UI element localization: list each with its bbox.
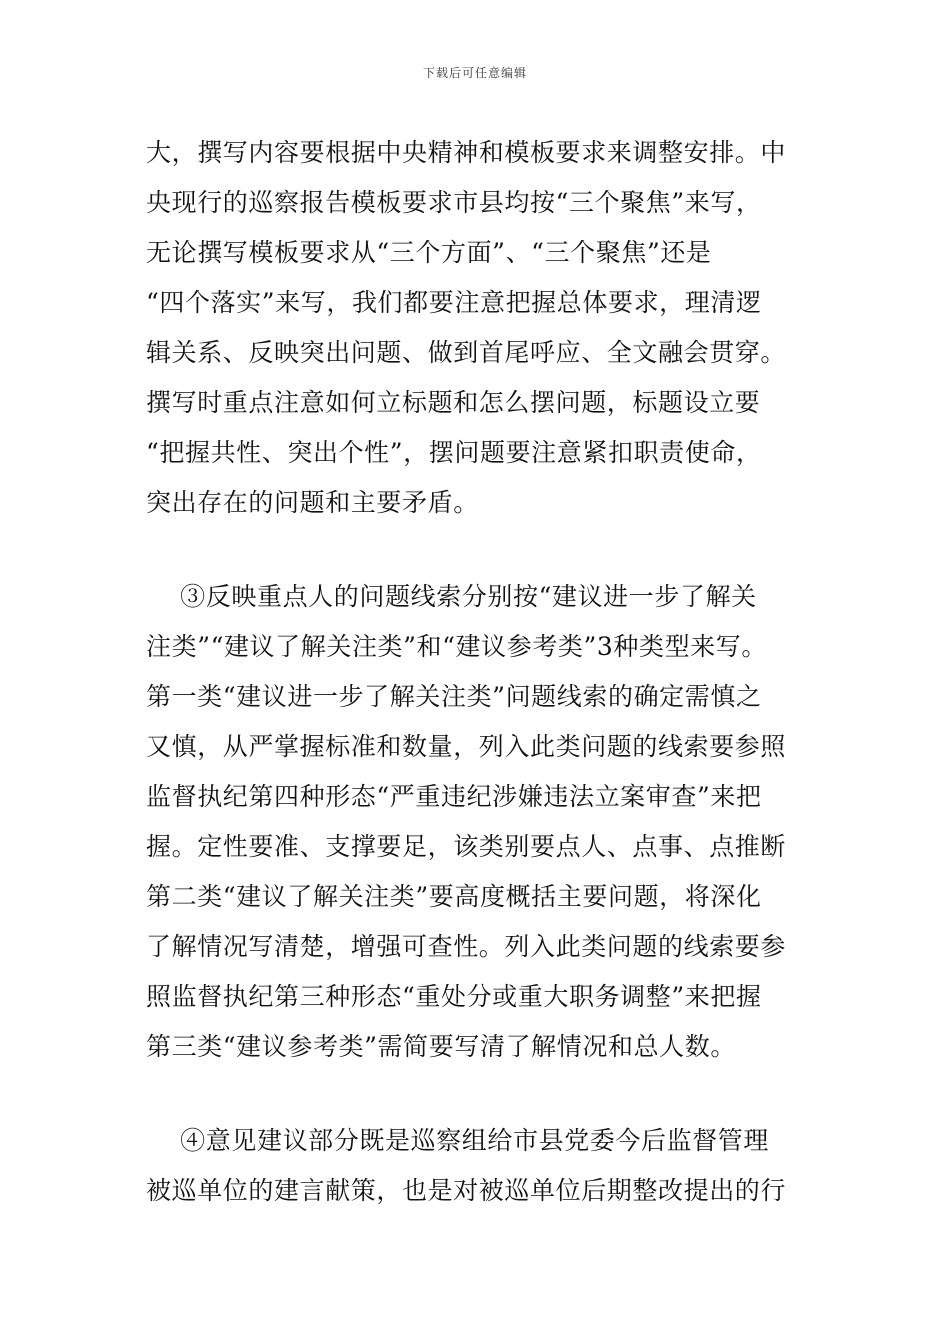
text-line: 辑关系、反映突出问题、做到首尾呼应、全文融会贯穿。: [146, 338, 787, 367]
text-line: 又慎，从严掌握标准和数量，列入此类问题的线索要参照: [146, 732, 787, 761]
text-line: 第二类“建议了解关注类”要高度概括主要问题，将深化: [146, 882, 762, 911]
paragraph-1: [146, 128, 836, 528]
text-line: 撰写时重点注意如何立标题和怎么摆问题，标题设立要: [146, 388, 761, 417]
paragraph-gap: [146, 528, 836, 572]
text-line: 大，撰写内容要根据中央精神和模板要求来调整安排。中: [146, 138, 787, 167]
text-line: “四个落实”来写，我们都要注意把握总体要求，理清逻: [146, 288, 762, 317]
paragraph-3: [146, 1116, 836, 1216]
text-line: 央现行的巡察报告模板要求市县均按“三个聚焦”来写，: [146, 188, 762, 217]
text-line: 监督执纪第四种形态“严重违纪涉嫌违法立案审查”来把: [146, 782, 762, 811]
text-line: 第一类“建议进一步了解关注类”问题线索的确定需慎之: [146, 682, 762, 711]
text-line: 照监督执纪第三种形态“重处分或重大职务调整”来把握: [146, 982, 762, 1011]
paragraph-gap: [146, 1072, 836, 1116]
text-line: 突出存在的问题和主要矛盾。: [146, 488, 479, 517]
text-line: 握。定性要准、支撑要足，该类别要点人、点事、点推断: [146, 832, 787, 861]
text-line: ③反映重点人的问题线索分别按“建议进一步了解关: [146, 582, 757, 611]
page-header: 下载后可任意编辑: [422, 66, 527, 80]
paragraph-2: [146, 572, 836, 1072]
text-line: 了解情况写清楚，增强可查性。列入此类问题的线索要参: [146, 932, 787, 961]
text-line: “把握共性、突出个性”，摆问题要注意紧扣职责使命，: [146, 438, 762, 467]
text-line: 被巡单位的建言献策，也是对被巡单位后期整改提出的行: [146, 1176, 787, 1205]
text-line: 无论撰写模板要求从“三个方面”、“三个聚焦”还是: [146, 238, 712, 267]
text-line: 注类”“建议了解关注类”和“建议参考类”3种类型来写。: [146, 632, 768, 661]
text-line: ④意见建议部分既是巡察组给市县党委今后监督管理: [146, 1126, 769, 1155]
document-body: [146, 128, 836, 1216]
text-line: 第三类“建议参考类”需简要写清了解情况和总人数。: [146, 1032, 736, 1061]
